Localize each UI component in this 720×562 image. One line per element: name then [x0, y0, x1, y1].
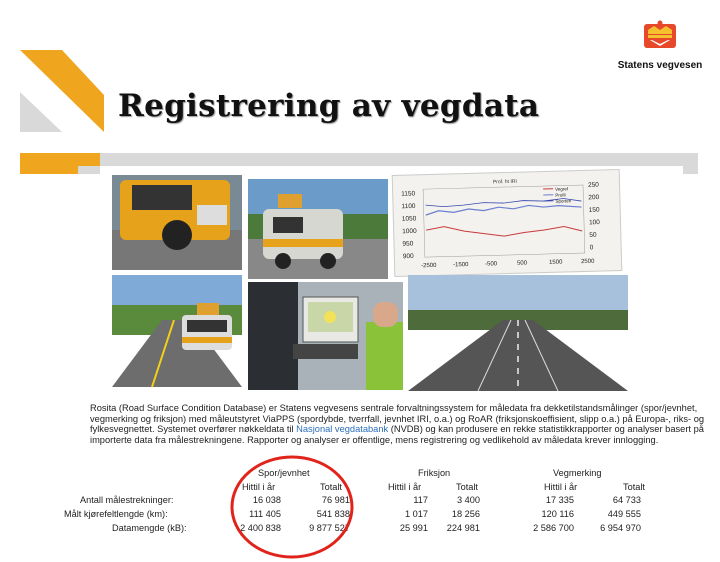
- legend-entry: Vegref: [555, 186, 569, 191]
- series-vegref-line: [426, 223, 582, 238]
- subheader-totalt-friksjon: Totalt: [456, 482, 478, 492]
- nvdb-link[interactable]: Nasjonal vegdatabank: [296, 424, 388, 434]
- subheader-totalt-vegmerking: Totalt: [623, 482, 645, 492]
- cell-0-0: 16 038: [253, 495, 281, 505]
- photo-road-perspective: [408, 275, 628, 391]
- subheader-hittil-vegmerking: Hittil i år: [544, 482, 577, 492]
- cell-2-1: 9 877 527: [309, 523, 350, 533]
- grey-divider-tab-right: [683, 166, 698, 174]
- y-right-tick-label: 250: [588, 182, 599, 189]
- y-left-tick-label: 900: [403, 253, 414, 260]
- legend-entry: Profil: [555, 192, 565, 197]
- slide-title: Registrering av vegdata: [118, 88, 539, 124]
- y-left-tick-label: 950: [402, 240, 413, 247]
- cell-2-5: 6 954 970: [600, 523, 641, 533]
- photo-van-road: [248, 179, 388, 279]
- cell-0-5: 64 733: [613, 495, 641, 505]
- cell-1-2: 1 017: [405, 509, 428, 519]
- row-label-antall: Antall målestrekninger:: [80, 495, 173, 505]
- subheader-hittil-spor: Hittil i år: [242, 482, 275, 492]
- y-right-tick-label: 50: [589, 232, 597, 239]
- cell-1-4: 120 116: [541, 509, 574, 519]
- cell-1-5: 449 555: [608, 509, 641, 519]
- cell-2-2: 25 991: [400, 523, 428, 533]
- x-tick-label: 2500: [581, 259, 595, 265]
- row-label-lengde: Målt kjørefeltlengde (km):: [64, 509, 168, 519]
- subheader-totalt-spor: Totalt: [320, 482, 342, 492]
- description-text-start: Rosita (Road Surface Condition Database) er Statens vegvesens sentrale forvaltningssystem for måledata fra dekketilstandsmålinger (spor/jevnhet, vegmerking og friksjon) med måleutstyret ViaPPS (spordybde, tverrfall, jevnhet IRI, o.a.) og RoAR (friksjonskoeffisient, slipp o.a.) på Europa-, riks- og fylkesvegnettet. Systemet overfører nøkkeldata til: [90, 403, 704, 434]
- x-tick-label: 1500: [549, 260, 563, 266]
- cell-0-2: 117: [413, 495, 428, 505]
- iri-profile-chart: [392, 169, 623, 277]
- photo-truck-sensor: [112, 175, 242, 270]
- y-right-tick-label: 150: [589, 207, 600, 214]
- y-right-tick-label: 0: [590, 244, 594, 251]
- group-header-vegmerking: Vegmerking: [553, 468, 602, 478]
- y-left-tick-label: 1150: [401, 190, 416, 197]
- y-right-tick-label: 200: [588, 194, 599, 201]
- photo-laptop-operator: [248, 282, 403, 390]
- cell-2-4: 2 586 700: [533, 523, 574, 533]
- cell-1-1: 541 838: [317, 509, 350, 519]
- y-left-tick-label: 1000: [402, 228, 417, 235]
- cell-0-3: 3 400: [457, 495, 480, 505]
- cell-2-3: 224 981: [447, 523, 480, 533]
- x-tick-label: 500: [517, 260, 528, 266]
- x-tick-label: -500: [485, 261, 498, 267]
- statens-vegvesen-logo: [605, 18, 715, 71]
- cell-0-1: 76 981: [322, 495, 350, 505]
- legend-entry: Sporten: [555, 198, 571, 203]
- grey-triangle-shape: [20, 92, 62, 132]
- group-header-spor: Spor/jevnhet: [258, 468, 310, 478]
- crown-emblem-icon: [638, 18, 682, 52]
- group-header-friksjon: Friksjon: [418, 468, 450, 478]
- description-text: [90, 403, 710, 445]
- chart-title: Prof. ht IRI: [493, 179, 517, 186]
- x-tick-label: -1500: [453, 262, 469, 268]
- cell-2-0: 2 400 838: [240, 523, 281, 533]
- series-profile-line: [426, 204, 582, 215]
- x-tick-label: -2500: [421, 263, 437, 269]
- y-left-tick-label: 1100: [401, 203, 416, 210]
- subheader-hittil-friksjon: Hittil i år: [388, 482, 421, 492]
- logo-text: Statens vegvesen: [605, 60, 715, 71]
- photo-collage: [90, 167, 640, 395]
- photo-van-rural-road: [112, 275, 242, 387]
- cell-0-4: 17 335: [546, 495, 574, 505]
- grey-divider-bar: [100, 153, 698, 166]
- statistics-table: [78, 468, 678, 540]
- description-text-end: (NVDB) og kan produsere en rekke statistikkrapporter og analyser basert på importerte data fra målestrekningene. Rapporter og analyser er offentlige, mens registrering og vedlikehold av måledata krever innlogging.: [90, 424, 704, 445]
- y-left-tick-label: 1050: [402, 215, 417, 222]
- cell-1-3: 18 256: [452, 509, 480, 519]
- row-label-datamengde: Datamengde (kB):: [112, 523, 187, 533]
- cell-1-0: 111 405: [249, 509, 281, 519]
- red-highlight-circle: [228, 452, 356, 562]
- y-right-tick-label: 100: [589, 219, 600, 226]
